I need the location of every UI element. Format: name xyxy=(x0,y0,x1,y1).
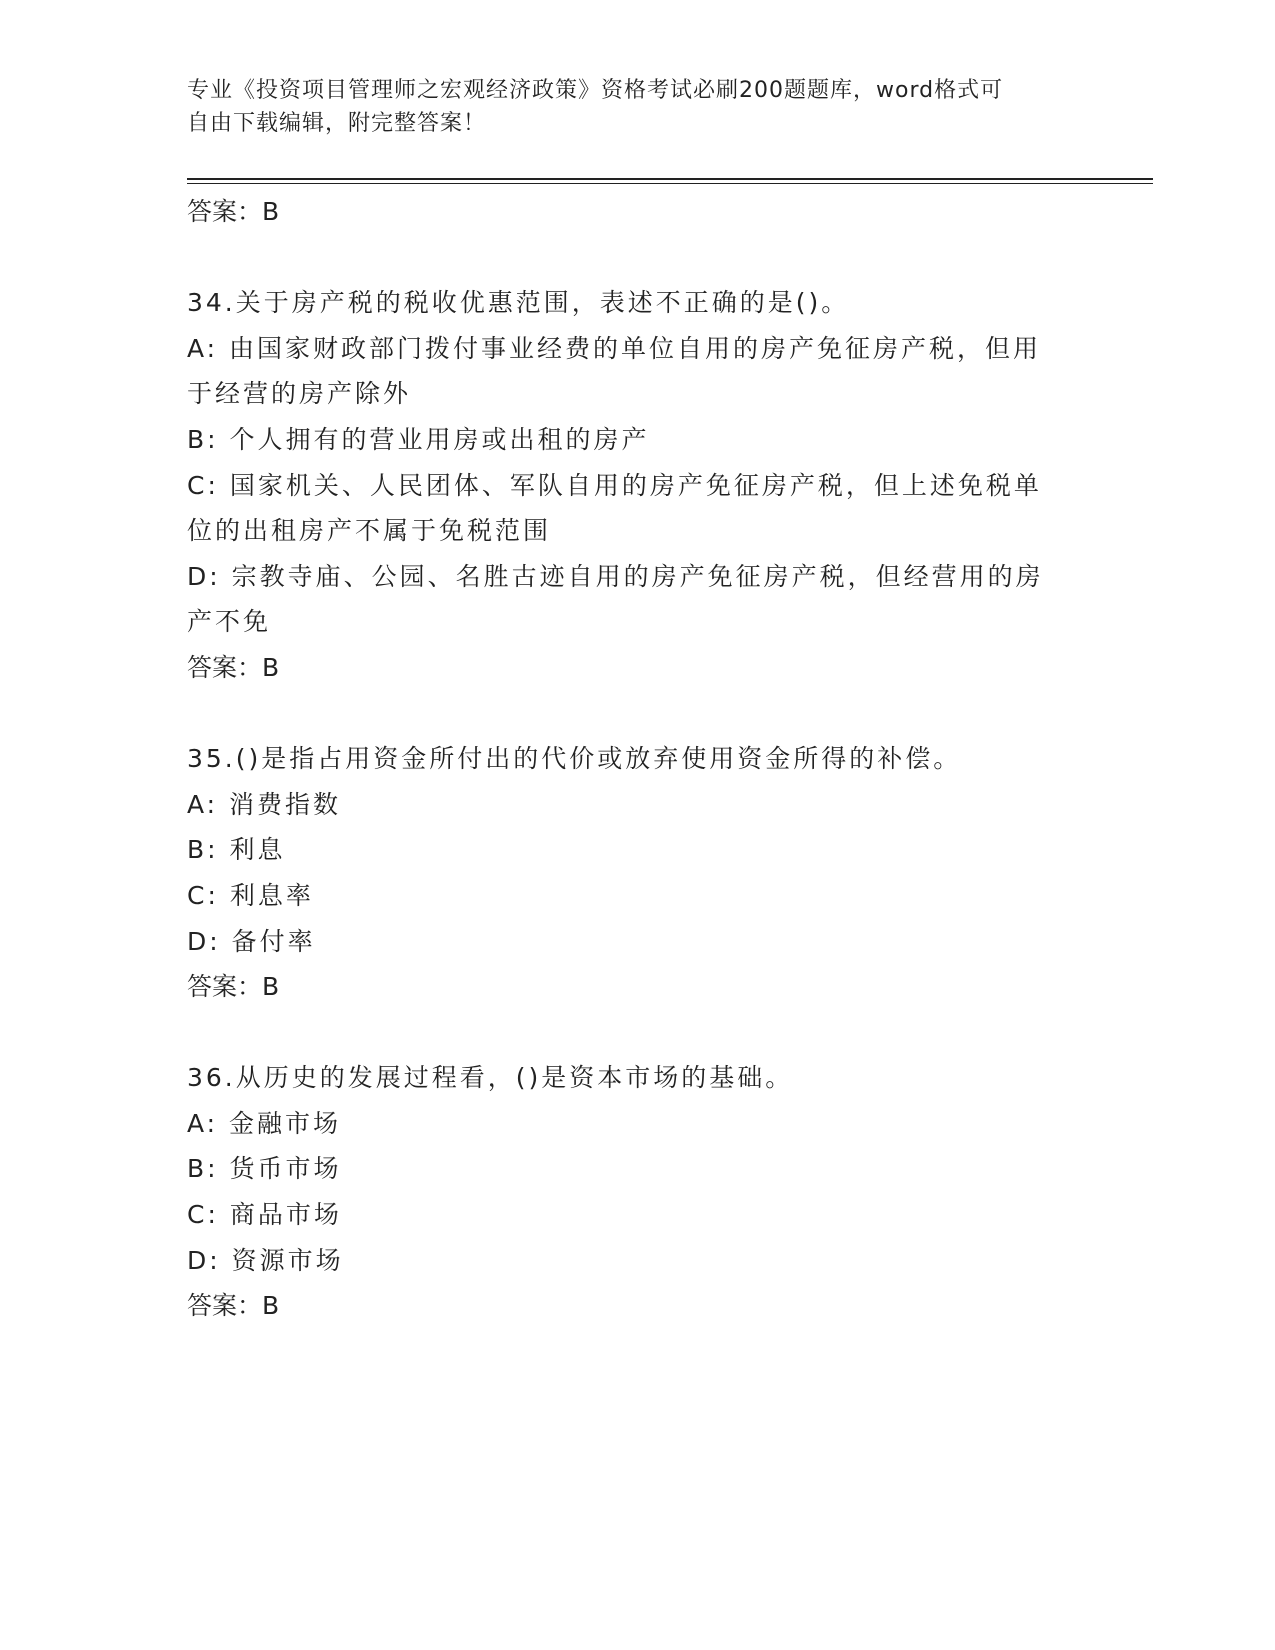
spacer xyxy=(187,691,1087,737)
spacer xyxy=(187,1010,1087,1056)
question-stem: 36.从历史的发展过程看，()是资本市场的基础。 xyxy=(187,1063,794,1093)
option-b: B: 个人拥有的营业用房或出租的房产 xyxy=(187,424,650,454)
answer-line: 答案：B xyxy=(187,197,280,226)
option-d: D: 资源市场 xyxy=(187,1245,344,1275)
option-b: B: 货币市场 xyxy=(187,1154,342,1184)
header-line-1: 专业《投资项目管理师之宏观经济政策》资格考试必刷200题题库，word格式可 xyxy=(187,78,1004,103)
option-c: C: 商品市场 xyxy=(187,1200,342,1230)
header-line-2: 自由下载编辑，附完整答案！ xyxy=(187,111,487,136)
header-rule-thin xyxy=(187,183,1153,184)
answer-line: 答案：B xyxy=(187,652,280,682)
option-c: C: 国家机关、人民团体、军队自用的房产免征房产税，但上述免税单位的出租房产不属于免税范围 xyxy=(187,470,1042,546)
option-c: C: 利息率 xyxy=(187,880,314,910)
question-block xyxy=(187,736,1087,1010)
header-rule-thick xyxy=(187,178,1153,180)
spacer xyxy=(187,235,1087,281)
question-block xyxy=(187,1055,1087,1329)
option-b: B: 利息 xyxy=(187,835,286,865)
answer-line: 答案：B xyxy=(187,1291,280,1321)
answer-line: 答案：B xyxy=(187,972,280,1002)
page-header xyxy=(187,74,1087,140)
question-content xyxy=(187,189,1087,1329)
option-d: D: 备付率 xyxy=(187,926,316,956)
option-d: D: 宗教寺庙、公园、名胜古迹自用的房产免征房产税，但经营用的房产不免 xyxy=(187,561,1044,637)
question-stem: 35.()是指占用资金所付出的代价或放弃使用资金所得的补偿。 xyxy=(187,744,962,774)
option-a: A: 由国家财政部门拨付事业经费的单位自用的房产免征房产税，但用于经营的房产除外 xyxy=(187,333,1042,409)
question-block xyxy=(187,280,1087,690)
question-stem: 34.关于房产税的税收优惠范围，表述不正确的是()。 xyxy=(187,288,850,318)
option-a: A: 消费指数 xyxy=(187,789,342,819)
option-a: A: 金融市场 xyxy=(187,1108,342,1138)
